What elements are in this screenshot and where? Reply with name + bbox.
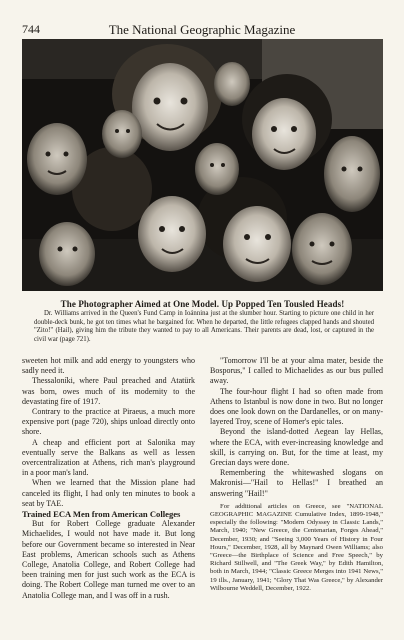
running-title: The National Geographic Magazine	[108, 22, 296, 37]
paragraph: A cheap and efficient port at Salonika may eventually serve the Balkans as well as lessen overcentralization at Athens, rich man's playground in a poor man's land.	[22, 437, 195, 478]
page-number: 744	[22, 22, 40, 36]
paragraph: Contrary to the practice at Piraeus, a much more expensive port (page 720), ships unload directly onto shore.	[22, 407, 195, 437]
caption-body: Dr. Williams arrived in the Queen's Fund Camp in Ioánnina just at the slumber hour. Starting to picture one child in her double-deck bunk, he got ten times what he bargained for. When he departed, the little refugees clapped hands and shouted "Zito!" (Hail), giving him the tribute they wanted to pay to all Americans. Their parents are dead, lost, or captured in the civil war (page 721).	[34, 310, 374, 343]
paragraph: The four-hour flight I had so often made from Athens to Istanbul is now done in two. But no longer does one look down on the Dardanelles, or on many-layered Troy, scene of Homer's epic tales.	[210, 386, 383, 427]
paragraph: "Tomorrow I'll be at your alma mater, beside the Bosporus," I called to Michaelides as our bus pulled away.	[210, 356, 383, 386]
paragraph: sweeten hot milk and add energy to youngsters who sadly need it.	[22, 356, 195, 376]
paragraph: When we learned that the Mission plane had canceled its flight, I had only ten minutes to book a seat by TAE.	[22, 478, 195, 508]
right-column	[210, 356, 383, 593]
paragraph: Beyond the island-dotted Aegean lay Hellas, where the ECA, with ever-increasing knowledge and skill, is carrying on. But, for the time at least, my Grecian days were done.	[210, 427, 383, 468]
left-column	[22, 356, 195, 601]
photo-illustration	[22, 39, 383, 291]
paragraph: But for Robert College graduate Alexander Michaelides, I would not have made it. But long before our Government became so interested in Near East problems, American schools such as Athens College, Anatolia College, and Robert College had been training men for just such work as the ECA is doing. The Robert College man turned me over to an Anatolia College man, and I was off in a rush.	[22, 519, 195, 600]
paragraph: Thessaloníki, where Paul preached and Atatürk was born, owes much of its modernity to the devastating fire of 1917.	[22, 376, 195, 406]
group-photo-children	[22, 39, 383, 291]
caption-title: The Photographer Aimed at One Model. Up Popped Ten Tousled Heads!	[60, 299, 345, 309]
page-header	[22, 22, 382, 38]
references-note: For additional articles on Greece, see "NATIONAL GEOGRAPHIC MAGAZINE Cumulative Index, 1899-1948," especially the following: "Modern Odyssey in Classic Lands," March, 1940; "New Greece, the Centenarian, Forges Ahead," December, 1930; and "Seeing 3,000 Years of History in Four Hours," December, 1928, all by Maynard Owen Williams; also "Greece—the Birthplace of Science and Free Speech," by Richard Stillwell, and "The Greek Way," by Edith Hamilton, both in March, 1944; "Classic Greece Merges into 1941 News," 19 ills., January, 1941; "Glory That Was Greece," by Alexander Wilbourne Weddell, December, 1922.	[210, 502, 383, 592]
section-subheading: Trained ECA Men from American Colleges	[22, 509, 181, 520]
paragraph: Remembering the whitewashed slogans on Makronisi—"Hail to Hellas!" I breathed an answering "Hail!"	[210, 468, 383, 498]
